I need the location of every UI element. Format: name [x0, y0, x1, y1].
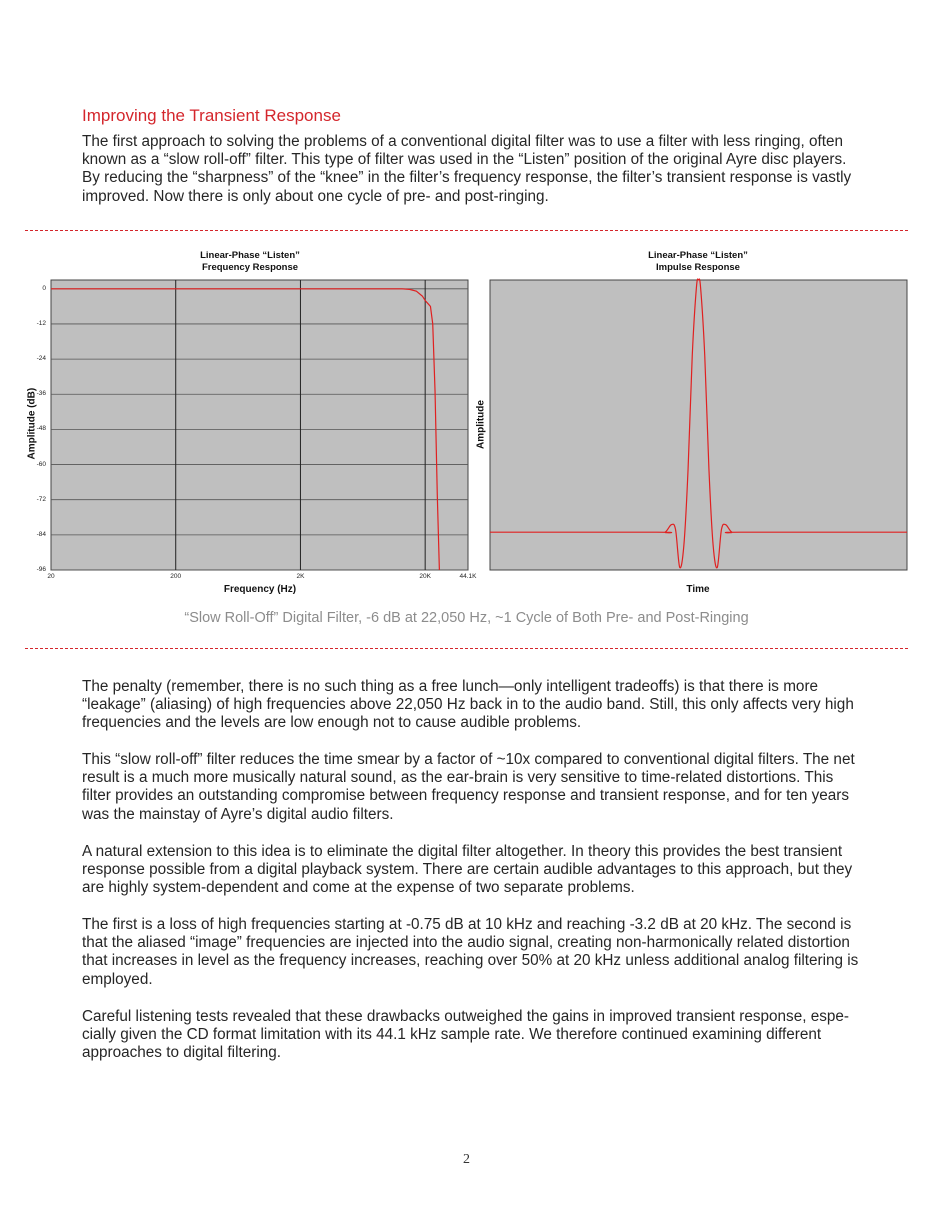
chart-2-plot	[490, 280, 907, 570]
body-paragraph: The penalty (remember, there is no such thing as a free lunch—only intelligent tradeoffs) is that there is more “leakage” (aliasing) of high frequencies above 22,050 Hz back in to the audio band. Still, this only affects very high frequencies and the levels are low enough not to cause audible problems.	[82, 678, 854, 732]
chart-1-title	[150, 250, 350, 274]
chart-1-y-tick-label: -24	[36, 355, 46, 363]
body-paragraph: The first is a loss of high frequencies starting at -0.75 dB at 10 kHz and reaching -3.2 dB at 20 kHz. The second is that the aliased “image” frequencies are injected into the audio signal, creating non-harmonically related distortion that increases in level as the frequency increases, reaching over 50% at 20 kHz unless additional analog filtering is employed.	[82, 916, 859, 988]
chart-1-y-tick-label: -12	[36, 319, 46, 327]
chart-1-y-tick-label: -36	[36, 390, 46, 398]
chart-1-x-tick-label: 200	[170, 573, 182, 580]
chart-1-xlabel: Frequency (Hz)	[223, 584, 297, 595]
chart-1-y-tick-label: -72	[36, 495, 46, 503]
chart-1-x-tick-label: 20	[47, 573, 55, 580]
chart-2-subtitle: Impulse Response	[656, 262, 740, 273]
chart-2-xlabel: Time	[686, 584, 710, 595]
chart-1-y-tick-label: -60	[36, 460, 46, 468]
chart-1-x-tick-label: 20K	[419, 573, 431, 580]
chart-1-ylabel: Amplitude (dB)	[26, 387, 38, 460]
chart-1-y-tick-label: -84	[36, 530, 46, 538]
page-number: 2	[463, 1152, 470, 1167]
body-paragraph: A natural extension to this idea is to eliminate the digital filter altogether. In theory this provides the best transient response possible from a digital playback system. There are certain audible advantages to this approach, but they are highly system-dependent and come at the expense of two separate problems.	[82, 843, 853, 897]
chart-2-plot-area	[490, 280, 907, 570]
top-divider	[25, 230, 908, 231]
body-paragraph: Careful listening tests revealed that these drawbacks outweighed the gains in improved transient response, espe-cially given the CD format limitation with its 44.1 kHz sample rate. We therefore continued examining different approaches to digital filtering.	[82, 1008, 849, 1062]
chart-1-subtitle: Frequency Response	[201, 262, 299, 273]
figure-caption: “Slow Roll-Off” Digital Filter, -6 dB at 22,050 Hz, ~1 Cycle of Both Pre- and Post-Ringing	[184, 610, 749, 626]
chart-2-title-line: Linear-Phase “Listen”	[648, 250, 748, 261]
chart-1-plot	[51, 280, 468, 570]
chart-1-y-tick-label: -96	[36, 566, 46, 573]
chart-1-y-tick-label: 0	[42, 284, 46, 292]
chart-1-x-tick-label: 44.1K	[459, 573, 477, 580]
section-title: Improving the Transient Response	[82, 106, 341, 125]
chart-2-title	[598, 250, 798, 274]
bottom-divider	[25, 648, 908, 649]
chart-2-ylabel: Amplitude	[475, 400, 487, 449]
intro-paragraph: The first approach to solving the problems of a conventional digital filter was to use a filter with less ringing, often known as a “slow roll-off” filter. This type of filter was used in the “Listen” position of the original Ayre disc players. By reducing the “sharpness” of the “knee” in the filter’s frequency response, the filter’s transient response is vastly improved. Now there is only about one cycle of pre- and post-ringing.	[82, 133, 852, 205]
chart-1-x-tick-label: 2K	[296, 573, 305, 580]
body-paragraph: This “slow roll-off” filter reduces the time smear by a factor of ~10x compared to conventional digital filters. The net result is a much more musically natural sound, as the ear-brain is very sensitive to time-related distortions. This filter provides an outstanding compromise between frequency response and transient response, and for ten years was the mainstay of Ayre’s digital audio filters.	[82, 751, 855, 823]
chart-1-title-line: Linear-Phase “Listen”	[200, 250, 300, 261]
chart-1-y-tick-label: -48	[36, 425, 46, 433]
chart-1-plot-area	[51, 280, 468, 570]
